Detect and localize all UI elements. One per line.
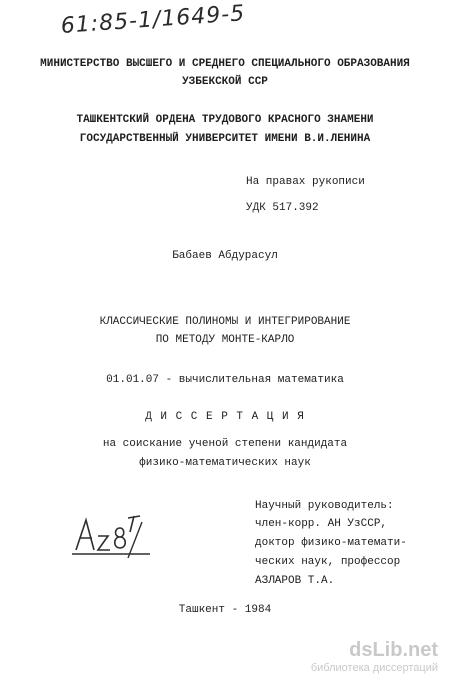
watermark bbox=[311, 639, 438, 674]
watermark-logo: dsLib.net bbox=[349, 639, 438, 661]
title-line-2: ПО МЕТОДУ МОНТЕ-КАРЛО bbox=[155, 334, 295, 346]
title-line-1: КЛАССИЧЕСКИЕ ПОЛИНОМЫ И ИНТЕГРИРОВАНИЕ bbox=[99, 316, 351, 328]
handwritten-shelfmark-icon bbox=[70, 510, 160, 560]
degree-line-1: на соискание ученой степени кандидата bbox=[102, 438, 348, 450]
supervisor-line-4: ческих наук, профессор bbox=[255, 556, 401, 568]
ministry-line-1: МИНИСТЕРСТВО ВЫСШЕГО И СРЕДНЕГО СПЕЦИАЛЬНОГО ОБРАЗОВАНИЯ bbox=[40, 58, 410, 70]
supervisor-label: Научный руководитель: bbox=[255, 500, 394, 512]
university-line-1: ТАШКЕНТСКИЙ ОРДЕНА ТРУДОВОГО КРАСНОГО ЗНАМЕНИ bbox=[76, 114, 374, 126]
udk-code: УДК 517.392 bbox=[246, 202, 319, 214]
watermark-tagline: библиотека диссертаций bbox=[310, 662, 438, 674]
supervisor-line-3: доктор физико-математи- bbox=[255, 537, 407, 549]
author-name: Бабаев Абдурасул bbox=[172, 250, 278, 262]
handwritten-archive-number: 61:85-1/1649-5 bbox=[60, 1, 246, 39]
supervisor-name: АЗЛАРОВ Т.А. bbox=[255, 575, 335, 587]
rights-note: На правах рукописи bbox=[246, 176, 365, 188]
degree-line-2: физико-математических наук bbox=[139, 457, 311, 469]
document-type: Д И С С Е Р Т А Ц И Я bbox=[145, 411, 305, 423]
ministry-line-2: УЗБЕКСКОЙ ССР bbox=[182, 76, 268, 88]
specialty: 01.01.07 - вычислительная математика bbox=[106, 374, 344, 386]
university-line-2: ГОСУДАРСТВЕННЫЙ УНИВЕРСИТЕТ ИМЕНИ В.И.ЛЕНИНА bbox=[79, 133, 371, 145]
city-year: Ташкент - 1984 bbox=[178, 604, 272, 616]
supervisor-line-2: член-корр. АН УзССР, bbox=[255, 518, 388, 530]
